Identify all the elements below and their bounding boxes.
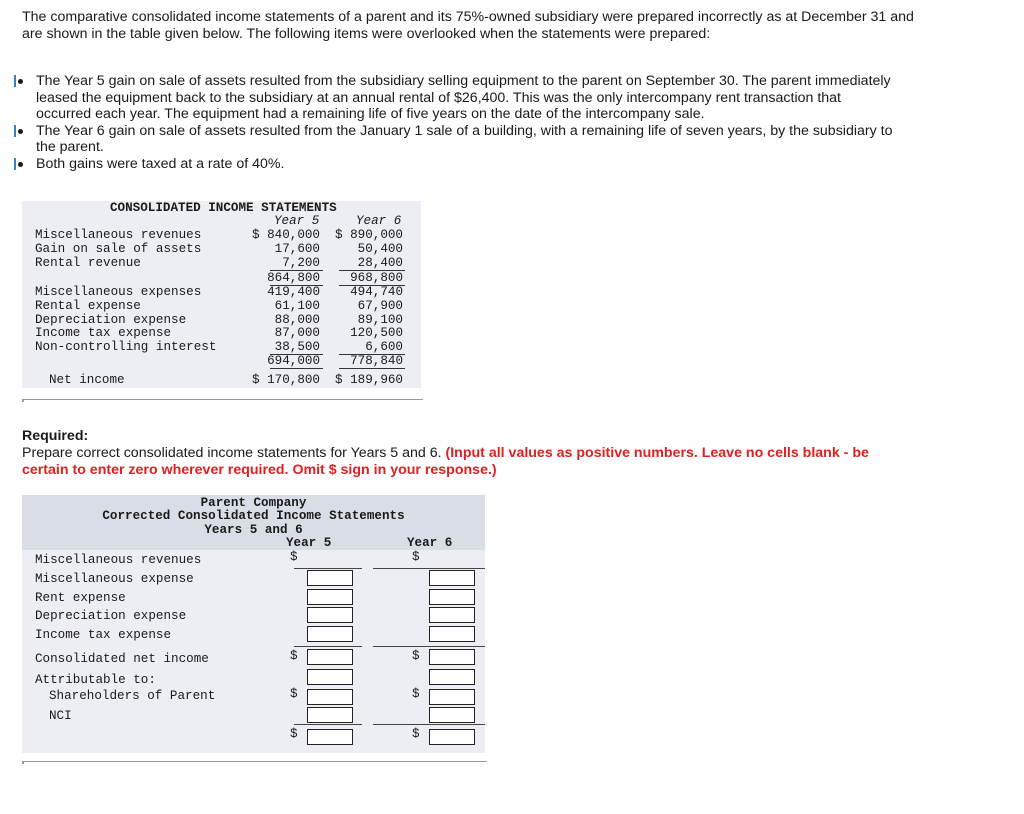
col-header-year5: Year 5 xyxy=(286,536,332,550)
table-bottom-border xyxy=(22,399,423,402)
y5-total-input[interactable] xyxy=(307,729,353,745)
subtotal-rule xyxy=(270,368,323,369)
corrected-income-statement-form xyxy=(22,495,485,753)
table-row: Miscellaneous revenues $ 840,000 $ 890,000 xyxy=(35,228,403,242)
row-rule xyxy=(373,568,485,569)
row-rule xyxy=(373,646,485,647)
y6-depreciation-expense-input[interactable] xyxy=(429,626,475,642)
y5-rent-expense-input[interactable] xyxy=(307,607,353,623)
y5-nci-input[interactable] xyxy=(307,707,353,723)
y6-consolidated-net-income-input[interactable] xyxy=(429,669,475,685)
form-bottom-border xyxy=(22,761,487,764)
label-rent-expense: Rent expense xyxy=(35,591,126,605)
form-title-company: Parent Company xyxy=(200,496,307,510)
table-row: Gain on sale of assets 17,600 50,400 xyxy=(35,242,403,256)
label-misc-revenues: Miscellaneous revenues xyxy=(35,553,202,567)
y5-misc-expense-input[interactable] xyxy=(307,589,353,605)
overlooked-items-list xyxy=(0,73,900,172)
row-rule xyxy=(373,724,485,725)
bullet-icon xyxy=(18,129,23,134)
list-item: Both gains were taxed at a rate of 40%. xyxy=(0,156,900,173)
currency-symbol: $ xyxy=(290,727,298,741)
list-item: The Year 5 gain on sale of assets resulted from the subsidiary selling equipment to the parent on September 30. The parent immediately leased the equipment back to the subsidiary at an annual rental of $26,400. This was the only intercompany rent transaction that occurred each year. The equipment had a remaining life of five years on the date of the intercompany sale. xyxy=(0,73,900,123)
row-rule xyxy=(294,646,362,647)
currency-symbol: $ xyxy=(290,649,298,663)
label-depreciation-expense: Depreciation expense xyxy=(35,609,187,623)
table-row: Rental revenue 7,200 28,400 xyxy=(35,256,403,270)
y5-shareholders-parent-input[interactable] xyxy=(307,689,353,705)
bullet-icon xyxy=(18,162,23,167)
col-header-year6: Year 6 xyxy=(407,536,453,550)
marker-bar xyxy=(14,75,16,87)
table-row: Miscellaneous expenses 419,400 494,740 xyxy=(35,285,403,299)
currency-symbol: $ xyxy=(412,649,420,663)
currency-symbol: $ xyxy=(412,550,420,564)
col-header-year6: Year 6 xyxy=(356,214,402,228)
currency-symbol: $ xyxy=(290,687,298,701)
label-nci: NCI xyxy=(49,709,72,723)
table-row: Income tax expense 87,000 120,500 xyxy=(35,326,403,340)
label-misc-expense: Miscellaneous expense xyxy=(35,572,194,586)
y6-misc-expense-input[interactable] xyxy=(429,589,475,605)
label-income-tax-expense: Income tax expense xyxy=(35,628,172,642)
table-row: 864,800 968,800 xyxy=(267,271,403,285)
form-title-years: Years 5 and 6 xyxy=(204,523,303,537)
label-shareholders-of-parent: Shareholders of Parent xyxy=(49,689,216,703)
intro-text: The comparative consolidated income statements of a parent and its 75%-owned subsidiary were prepared incorrectly as at December 31 and are shown in the table given below. The following items were overlooked when the statements were prepared: xyxy=(22,9,914,42)
required-heading: Required: xyxy=(22,428,89,444)
bullet-icon xyxy=(18,79,23,84)
y6-misc-revenues-input[interactable] xyxy=(429,570,475,586)
y6-total-input[interactable] xyxy=(429,729,475,745)
table-row: Non-controlling interest 38,500 6,600 xyxy=(35,340,403,354)
table-row: Depreciation expense 88,000 89,100 xyxy=(35,313,403,327)
required-text: Prepare correct consolidated income statements for Years 5 and 6. (Input all values as positive numbers. Leave no cells blank - be certain to enter zero wherever required. Omit $ sign in your response.) xyxy=(22,445,869,478)
table-row: Rental expense 61,100 67,900 xyxy=(35,299,403,313)
y6-income-tax-expense-input[interactable] xyxy=(429,649,475,665)
table-row: Net income $ 170,800 $ 189,960 xyxy=(49,373,403,387)
row-rule xyxy=(294,724,362,725)
form-title-statement: Corrected Consolidated Income Statements xyxy=(102,509,405,523)
col-header-year5: Year 5 xyxy=(274,214,320,228)
label-attributable: Attributable to: xyxy=(35,673,156,687)
y6-nci-input[interactable] xyxy=(429,707,475,723)
statement-title: CONSOLIDATED INCOME STATEMENTS xyxy=(110,201,337,215)
y5-consolidated-net-income-input[interactable] xyxy=(307,669,353,685)
currency-symbol: $ xyxy=(412,687,420,701)
row-rule xyxy=(294,568,362,569)
table-row: 694,000 778,840 xyxy=(267,354,403,368)
y5-misc-revenues-input[interactable] xyxy=(307,570,353,586)
label-consolidated-net-income: Consolidated net income xyxy=(35,652,209,666)
currency-symbol: $ xyxy=(412,727,420,741)
list-item: The Year 6 gain on sale of assets resulted from the January 1 sale of a building, with a remaining life of seven years, by the subsidiary to the parent. xyxy=(0,123,900,156)
y5-depreciation-expense-input[interactable] xyxy=(307,626,353,642)
consolidated-income-statement xyxy=(22,201,421,388)
subtotal-rule xyxy=(339,368,405,369)
marker-bar xyxy=(14,125,16,137)
marker-bar xyxy=(14,158,16,170)
y5-income-tax-expense-input[interactable] xyxy=(307,649,353,665)
required-instruction: (Input all values as positive numbers. Leave no cells blank - be certain to enter zero wherever required. Omit $ sign in your response.) xyxy=(22,445,869,478)
y6-rent-expense-input[interactable] xyxy=(429,607,475,623)
currency-symbol: $ xyxy=(290,550,298,564)
y6-shareholders-parent-input[interactable] xyxy=(429,689,475,705)
